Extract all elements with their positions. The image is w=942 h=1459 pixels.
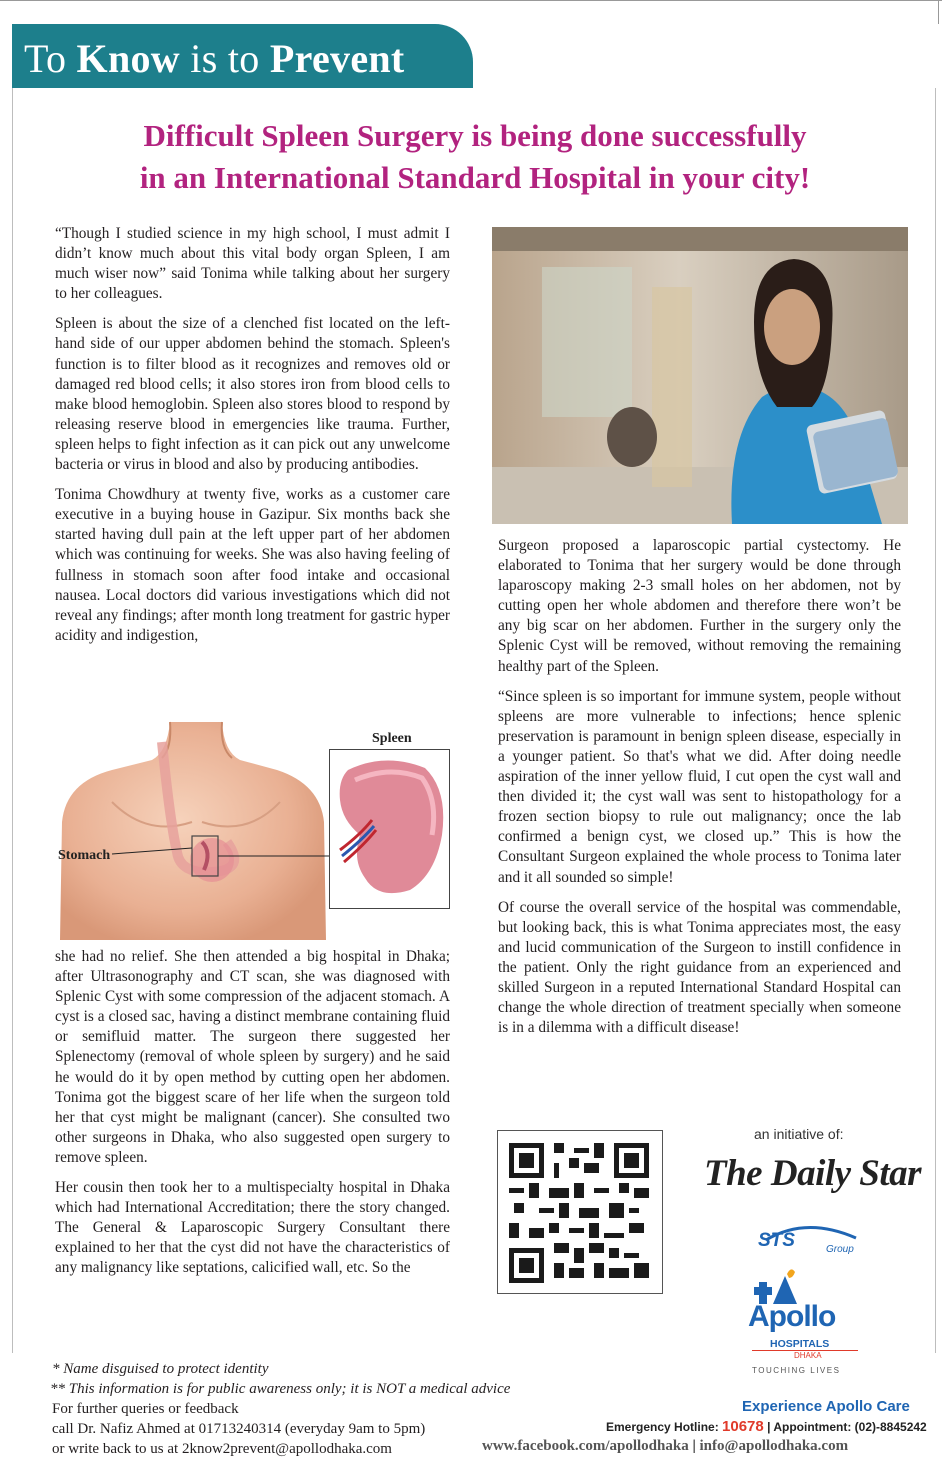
facebook-link[interactable]: www.facebook.com/apollodhaka [482, 1438, 689, 1454]
top-rule [0, 0, 942, 1]
apollo-hospitals-logo [748, 1266, 862, 1382]
apollo-dhaka-label: DHAKA [794, 1351, 822, 1360]
paragraph: Of course the overall service of the hospital was commendable, but looking back, this is what Tonima appreciates most, the easy and lucid communication of the Surgeon to instill confidence in the patient. Only the right guidance from an experienced and skilled Surgeon in a reputed International Standard Hospital can change the whole direction of treatment specially when someone is in a dilemma with a difficult disease! [498, 898, 901, 1037]
appointment-number[interactable]: Appointment: (02)-8845242 [773, 1420, 927, 1434]
paragraph: “Since spleen is so important for immune system, people without spleens are more vulnerable to infections; hence splenic preservation is paramount in benign spleen disease, especially in a younger patient. So that's what we did. After doing needle aspiration of the inner yellow fluid, I cut open the cyst wall and then divided it; the cyst wall was sent to histopathology for a frozen section biopsy to rule out malignancy; once the lab confirmed a benign cyst, we closed up.” This is how the Consultant Surgeon explained the whole process to Tonima later and it all sounded so simple! [498, 687, 901, 886]
corner-rule [938, 0, 939, 24]
left-column-bottom [55, 947, 450, 1289]
apollo-hospitals-label: HOSPITALS [770, 1338, 830, 1350]
paragraph: “Though I studied science in my high school, I must admit I didn’t know much about this vital body organ Spleen, I am much wiser now” said Tonima while talking about her surgery to her colleagues. [55, 225, 450, 303]
hotline-line: Emergency Hotline: 10678 | Appointment: (02)-8845242 [606, 1418, 927, 1435]
sts-group-logo [756, 1218, 862, 1264]
web-links: www.facebook.com/apollodhaka | info@apollodhaka.com [482, 1438, 849, 1454]
footnote-1: * Name disguised to protect identity [52, 1361, 269, 1377]
spleen-closeup [329, 749, 450, 909]
right-column [498, 536, 901, 1048]
paragraph: she had no relief. She then attended a big hospital in Dhaka; after Ultrasonography and CT scan, she was diagnosed with Splenic Cyst with some compression of the adjacent stomach. A cyst is a closed sac, having a distinct membrane containing fluid or semifluid matter. The surgeon there suggested her Splenectomy (removal of whole spleen by surgery) and he said he would do it by open method by cutting open her abdomen. Tonima got the biggest scare of her life when the surgeon told her that cyst might be malignant (cancer). She consulted two other surgeons in Dhaka, who also suggested open surgery to remove spleen. [55, 948, 450, 1166]
headline-line-2: in an International Standard Hospital in your city! [139, 160, 811, 195]
section-banner [12, 24, 473, 88]
email-link[interactable]: info@apollodhaka.com [699, 1438, 849, 1454]
contact-email-line: or write back to us at 2know2prevent@apollodhaka.com [52, 1441, 392, 1457]
paragraph: Tonima Chowdhury at twenty five, works as a customer care executive in a buying house in Gazipur. Six months back she started having dull pain at the left upper part of her abdomen which was continuing for weeks. She was also having feeling of fullness in stomach soon after food intake and occasional nausea. Local doctors did various investigations which did not reveal any findings; after month long treatment for gastric hyper acidity and indigestion, [55, 486, 450, 644]
daily-star-logo: The Daily Star [704, 1153, 922, 1194]
feedback-heading: For further queries or feedback [52, 1401, 239, 1417]
footnote-2: ** This information is for public awareness only; it is NOT a medical advice [50, 1381, 511, 1397]
paragraph: Spleen is about the size of a clenched fist located on the left-hand side of our upper abdomen behind the stomach. Spleen's function is to filter blood as it recognizes and removes old or damaged red blood cells; it also stores iron from blood cells to make blood hemoglobin. Spleen also stores blood to respond by releasing reserve blood in emergencies like trauma. Further, spleen helps to fight infection as it can pick out any unwelcome bacteria or virus in blood and also by producing antibodies. [55, 315, 450, 474]
experience-apollo-tagline: Experience Apollo Care [742, 1398, 910, 1415]
spleen-organ-image [330, 750, 449, 908]
spleen-label: Spleen [372, 731, 412, 746]
headline [40, 115, 910, 199]
left-column-top [55, 224, 450, 646]
banner-title: To Know is to Prevent [24, 36, 405, 81]
hotline-number[interactable]: 10678 [722, 1418, 764, 1435]
initiative-caption: an initiative of: [754, 1126, 844, 1142]
contact-phone-line: call Dr. Nafiz Ahmed at 01713240314 (everyday 9am to 5pm) [52, 1421, 426, 1437]
apollo-tagline: TOUCHING LIVES [752, 1366, 841, 1375]
paragraph: Surgeon proposed a laparoscopic partial cystectomy. He elaborated to Tonima that her surgery would be done through laparoscopy making 2-3 small holes on her abdomen, not by cutting open her whole abdomen and therefore there won’t be any big scar on her abdomen. Further in the surgery only the Splenic Cyst will be removed, without removing the remaining healthy part of the Spleen. [498, 537, 901, 675]
paragraph: Her cousin then took her to a multispecialty hospital in Dhaka which had International Accreditation; there the story changed. The General & Laparoscopic Surgery Consultant there explained to her that the cyst did not have the characteristics of any malignancy like septations, calicified wall, etc. So the [55, 1179, 450, 1277]
sts-wordmark: STS [758, 1230, 795, 1251]
headline-line-1: Difficult Spleen Surgery is being done successfully [143, 118, 807, 153]
apollo-wordmark: Apollo [748, 1300, 836, 1333]
qr-code-image [509, 1143, 649, 1283]
patient-photo [492, 227, 908, 524]
stomach-label: Stomach [58, 848, 111, 863]
qr-code[interactable] [497, 1130, 663, 1294]
sts-group-label: Group [826, 1244, 854, 1255]
